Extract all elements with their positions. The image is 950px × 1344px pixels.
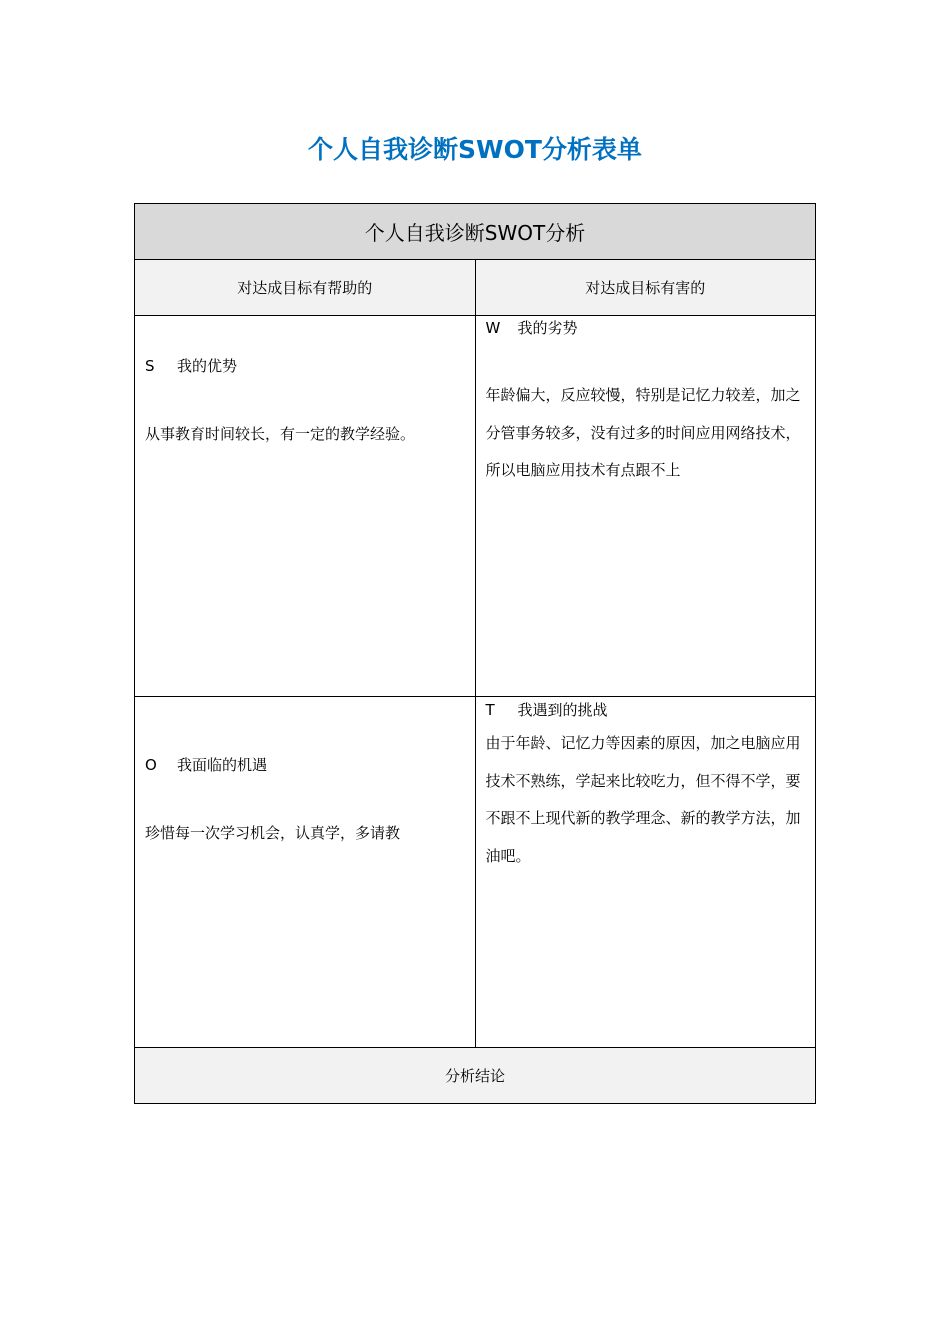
strengths-letter: S (145, 357, 155, 375)
table-header: 个人自我诊断SWOT分析 (135, 204, 816, 260)
threats-heading (486, 699, 608, 721)
weaknesses-title: 我的劣势 (517, 319, 578, 337)
conclusion-cell: 分析结论 (135, 1048, 816, 1104)
opportunities-threats-row (135, 697, 816, 1048)
swot-table (134, 203, 816, 1104)
threats-title: 我遇到的挑战 (517, 701, 608, 719)
strengths-cell (135, 316, 476, 697)
threats-text: 由于年龄、记忆力等因素的原因，加之电脑应用技术不熟练，学起来比较吃力，但不得不学，要不跟不上现代新的教学理念、新的教学方法，加油吧。 (485, 734, 801, 865)
weaknesses-cell (475, 316, 816, 697)
strengths-weaknesses-row (135, 316, 816, 697)
weaknesses-heading (486, 317, 578, 339)
opportunities-text: 珍惜每一次学习机会，认真学，多请教 (145, 824, 401, 842)
conclusion-row (135, 1048, 816, 1104)
weaknesses-letter: W (485, 319, 501, 337)
threats-letter: T (485, 701, 495, 719)
helpful-column-header: 对达成目标有帮助的 (135, 260, 476, 316)
strengths-title: 我的优势 (177, 357, 238, 375)
strengths-heading (145, 355, 237, 377)
strengths-text: 从事教育时间较长，有一定的教学经验。 (145, 425, 416, 443)
opportunities-letter: O (145, 756, 157, 774)
opportunities-cell (135, 697, 476, 1048)
page-title: 个人自我诊断SWOT分析表单 (308, 135, 642, 164)
opportunities-title: 我面临的机遇 (177, 756, 268, 774)
table-header-row (135, 204, 816, 260)
column-header-row (135, 260, 816, 316)
harmful-column-header: 对达成目标有害的 (475, 260, 816, 316)
weaknesses-text: 年龄偏大，反应较慢，特别是记忆力较差，加之分管事务较多，没有过多的时间应用网络技术，所以电脑应用技术有点跟不上 (485, 386, 801, 479)
threats-cell (475, 697, 816, 1048)
opportunities-heading (145, 754, 267, 776)
